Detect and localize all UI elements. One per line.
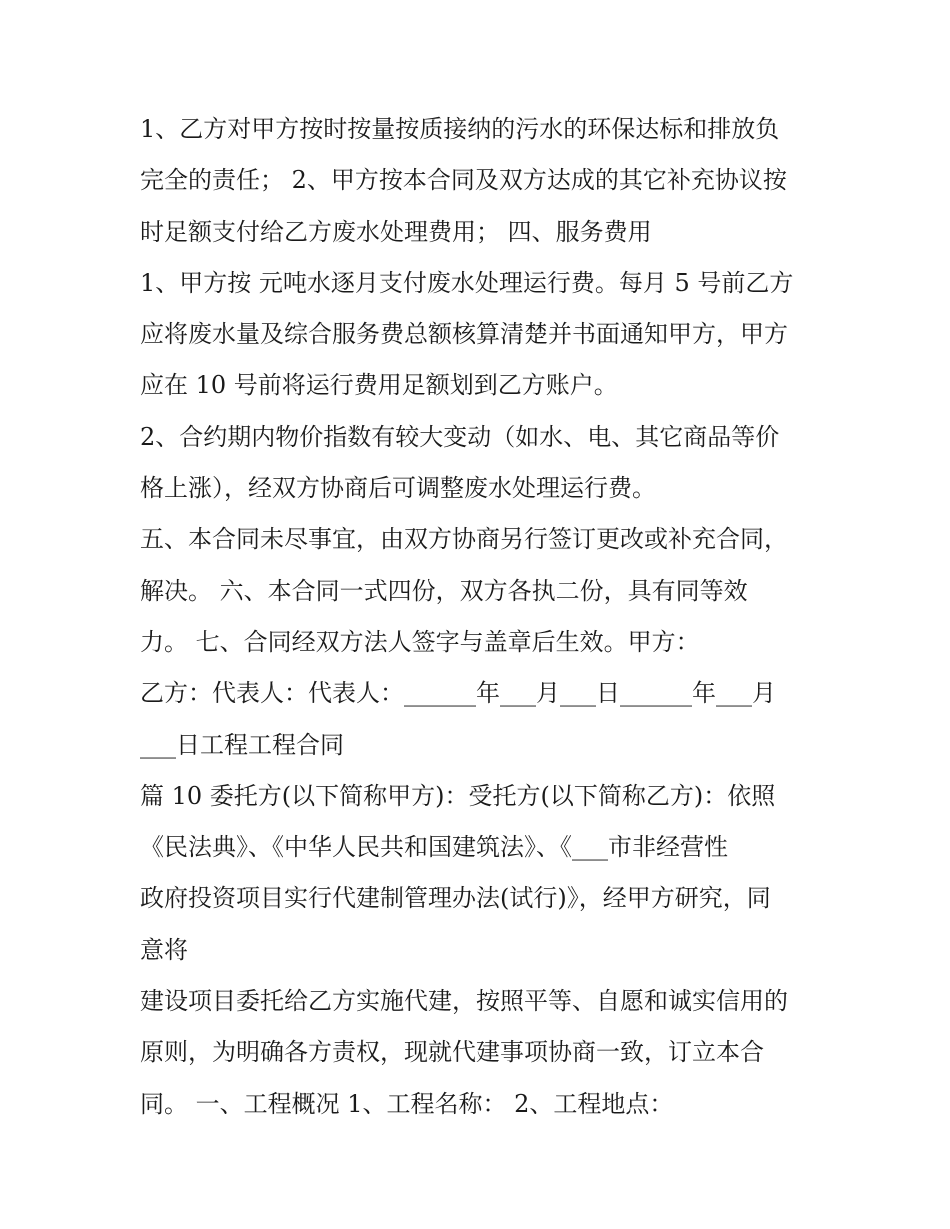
- text-line: 政府投资项目实行代建制管理办法(试行)》，经甲方研究，同: [140, 884, 771, 913]
- text-line: 同。 一、工程概况 1、工程名称： 2、工程地点：: [140, 1089, 674, 1118]
- text-line: 应将废水量及综合服务费总额核算清楚并书面通知甲方，甲方: [140, 320, 788, 349]
- text-line: 篇 10 委托方(以下简称甲方)：受托方(以下简称乙方)：依照: [140, 781, 776, 810]
- text-line: 2、合约期内物价指数有较大变动（如水、电、其它商品等价: [140, 422, 780, 451]
- text-line: 格上涨），经双方协商后可调整废水处理运行费。: [140, 474, 656, 503]
- text-line: ___日工程工程合同: [140, 730, 344, 759]
- text-line: 应在 10 号前将运行费用足额划到乙方账户。: [140, 371, 618, 400]
- text-line: 建设项目委托给乙方实施代建，按照平等、自愿和诚实信用的: [140, 987, 788, 1016]
- text-line: 解决。 六、本合同一式四份，双方各执二份，具有同等效: [140, 576, 748, 605]
- text-line: 时足额支付给乙方废水处理费用； 四、服务费用: [140, 217, 652, 246]
- text-line: 意将: [140, 935, 188, 964]
- text-line: 1、乙方对甲方按时按量按质接纳的污水的环保达标和排放负: [140, 115, 780, 143]
- text-line: 原则，为明确各方责权，现就代建事项协商一致，订立本合: [140, 1038, 764, 1067]
- text-line: 完全的责任； 2、甲方按本合同及双方达成的其它补充协议按: [140, 166, 787, 195]
- text-line: 乙方：代表人：代表人：______年___月___日______年___月: [140, 679, 776, 708]
- text-line: 力。 七、合同经双方法人签字与盖章后生效。甲方：: [140, 627, 700, 656]
- document-body: [140, 104, 830, 1130]
- text-line: 《民法典》、《中华人民共和国建筑法》、《___市非经营性: [140, 833, 728, 862]
- text-line: 五、本合同未尽事宜，由双方协商另行签订更改或补充合同，: [140, 525, 788, 554]
- text-line: 1、甲方按 元吨水逐月支付废水处理运行费。每月 5 号前乙方: [140, 268, 794, 297]
